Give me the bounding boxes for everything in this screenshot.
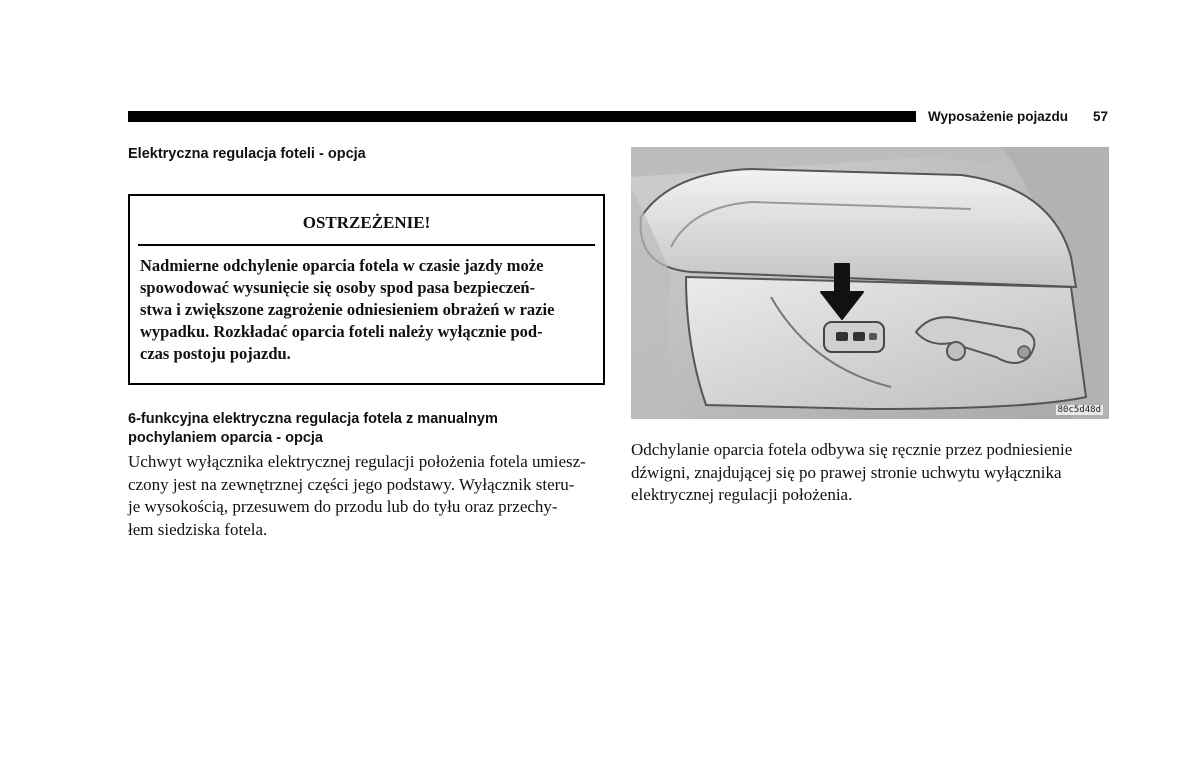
- seat-drawing: [631, 147, 1109, 419]
- subsection-title-line: 6-funkcyjna elektryczna regulacja fotela z manualnym: [128, 411, 498, 427]
- paragraph-line: dźwigni, znajdującej się po prawej stronie uchwytu wyłącznika: [631, 462, 1062, 482]
- left-paragraph: [128, 451, 586, 541]
- paragraph-line: Odchylanie oparcia fotela odbywa się ręcznie przez podniesienie: [631, 440, 1073, 459]
- right-paragraph: [631, 439, 1072, 507]
- warning-line: spowodować wysunięcie się osoby spod pasa bezpieczeń-: [140, 278, 536, 297]
- warning-line: czas postoju pojazdu.: [140, 344, 291, 363]
- figure-code: 80c5d48d: [1057, 405, 1101, 415]
- subsection-title: [128, 410, 498, 448]
- header-rule: [128, 111, 916, 122]
- warning-divider: [138, 244, 595, 246]
- running-header: Wyposażenie pojazdu: [928, 109, 1069, 124]
- seat-switch-illustration: [631, 147, 1109, 419]
- paragraph-line: łem siedziska fotela.: [128, 519, 268, 539]
- paragraph-line: czony jest na zewnętrznej części jego podstawy. Wyłącznik steru-: [128, 474, 575, 494]
- warning-title: OSTRZEŻENIE!: [302, 213, 431, 232]
- section-title: Elektryczna regulacja foteli - opcja: [128, 146, 366, 162]
- warning-line: wypadku. Rozkładać oparcia foteli należy wyłącznie pod-: [140, 322, 543, 341]
- paragraph-line: elektrycznej regulacji położenia.: [631, 485, 853, 504]
- warning-box: [128, 194, 605, 385]
- warning-line: Nadmierne odchylenie oparcia fotela w czasie jazdy może: [140, 256, 544, 275]
- warning-line: stwa i zwiększone zagrożenie odniesieniem obrażeń w razie: [140, 300, 555, 319]
- paragraph-line: Uchwyt wyłącznika elektrycznej regulacji położenia fotela umiesz-: [128, 452, 586, 471]
- page-number: 57: [1093, 109, 1109, 124]
- subsection-title-line: pochylaniem oparcia - opcja: [128, 430, 323, 446]
- warning-text: [140, 255, 602, 365]
- paragraph-line: je wysokością, przesuwem do przodu lub do tyłu oraz przechy-: [128, 497, 558, 516]
